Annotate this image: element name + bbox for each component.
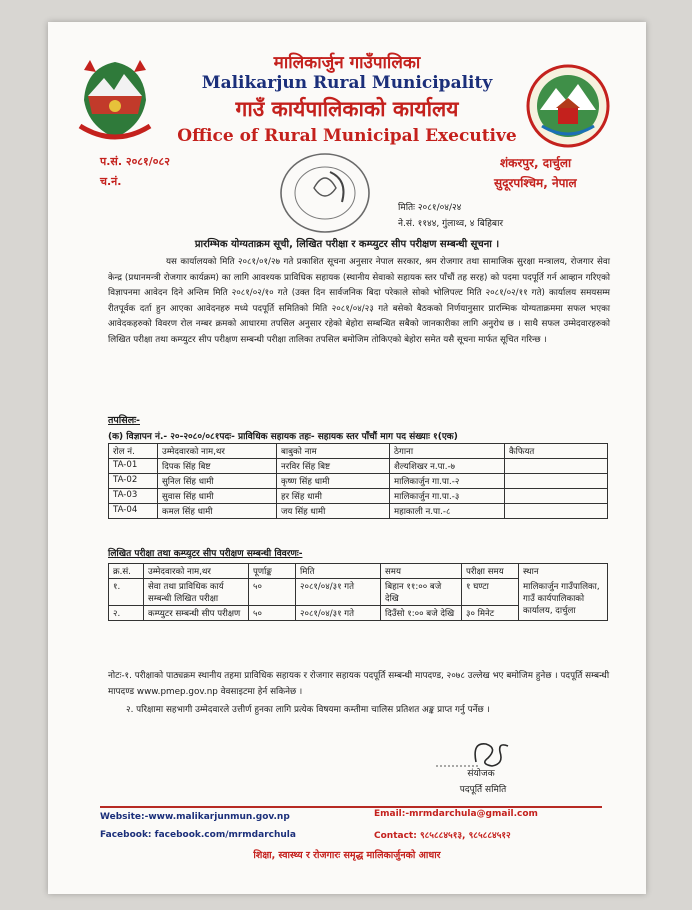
candidate-name-cell: कमल सिंह धामी [158, 504, 277, 519]
exam-duration-cell: ३० मिनेट [462, 606, 519, 621]
note-2: २. परिक्षामा सहभागी उम्मेदवारले उत्तीर्ण हुनका लागि प्रत्येक विषयमा कम्तीमा चालिस प्रतिशत अङ्क प्राप्त गर्नु पर्नेछ । [126, 705, 490, 715]
table-header-row [109, 444, 608, 459]
table1-caption: (क) विज्ञापन नं.- २०-२०८०/०८१पदः- प्राविधिक सहायक तहः- सहायक स्तर पाँचौं माग पद संख्याः १(एक) [108, 432, 458, 442]
office-address-line1: शंकरपुर, दार्चुला [500, 156, 572, 170]
father-name-cell: कृष्ण सिंह धामी [277, 474, 390, 489]
column-header: पूर्णाङ्क [249, 564, 296, 579]
exam-venue-cell: मालिकार्जुन गाउँपालिका, गाउँ कार्यपालिकाको कार्यालय, दार्चुला [519, 579, 608, 621]
address-cell: मालिकार्जुन गा.पा.-२ [390, 474, 505, 489]
roll-number-cell: TA-02 [109, 474, 158, 489]
column-header: समय [381, 564, 462, 579]
municipality-name-np: मालिकार्जुन गाउँपालिका [273, 53, 421, 73]
notice-subject: प्रारम्भिक योग्यताक्रम सूची, लिखित परीक्षा र कम्प्युटर सीप परीक्षण सम्बन्धी सूचना । [194, 239, 500, 250]
footer-facebook: Facebook: facebook.com/mrmdarchula [100, 830, 296, 840]
column-header: उम्मेदवारको नाम,थर [158, 444, 277, 459]
address-cell: शैल्यशिखर न.पा.-७ [390, 459, 505, 474]
column-header: क्र.सं. [109, 564, 144, 579]
footer-email: Email:-mrmdarchula@gmail.com [374, 809, 538, 819]
office-name-np: गाउँ कार्यपालिकाको कार्यालय [235, 97, 459, 121]
column-header: परीक्षा समय [462, 564, 519, 579]
dispatch-number: च.नं. [100, 175, 122, 188]
remarks-cell [505, 504, 608, 519]
table-row [109, 474, 608, 489]
exam-date-cell: २०८१/०४/३१ गते [296, 606, 381, 621]
office-name-en: Office of Rural Municipal Executive [177, 126, 517, 146]
column-header: मिति [296, 564, 381, 579]
exam-time-cell: दिउँसो १:०० बजे देखि [381, 606, 462, 621]
exam-schedule-table [108, 563, 608, 621]
serial-number-cell: १. [109, 579, 144, 606]
serial-number-cell: २. [109, 606, 144, 621]
address-cell: मालिकार्जुन गा.पा.-३ [390, 489, 505, 504]
tapasil-label: तपसिलः- [108, 415, 140, 426]
column-header: स्थान [519, 564, 608, 579]
address-cell: महाकाली न.पा.-८ [390, 504, 505, 519]
table-header-row [109, 564, 608, 579]
exam-type-cell: सेवा तथा प्राविधिक कार्य सम्बन्धी लिखित परीक्षा [144, 579, 249, 606]
father-name-cell: जय सिंह धामी [277, 504, 390, 519]
exam-date-cell: २०८१/०४/३१ गते [296, 579, 381, 606]
candidate-name-cell: दिपक सिंह बिष्ट [158, 459, 277, 474]
candidate-list-table [108, 443, 608, 519]
remarks-cell [505, 474, 608, 489]
column-header: रोल नं. [109, 444, 158, 459]
footer-contact: Contact: ९८५८८४५१३, ९८५८८४५१२ [374, 831, 511, 841]
date-nepal-sambat: ने.सं. ११४४, गुंलाथ्व, ४ बिहिबार [398, 219, 504, 229]
footer-divider [100, 806, 602, 808]
municipality-name-en: Malikarjun Rural Municipality [201, 73, 493, 93]
column-header: कैफियत [505, 444, 608, 459]
column-header: ठेगाना [390, 444, 505, 459]
office-address-line2: सुदूरपश्चिम, नेपाल [494, 176, 577, 190]
father-name-cell: नरविर सिंह बिष्ट [277, 459, 390, 474]
remarks-cell [505, 489, 608, 504]
footer-website: Website:-www.malikarjunmun.gov.np [100, 812, 290, 822]
table2-caption: लिखित परीक्षा तथा कम्प्युटर सीप परीक्षण सम्बन्धी विवरणः- [108, 549, 303, 559]
table-row [109, 459, 608, 474]
exam-type-cell: कम्प्युटर सम्बन्धी सीप परीक्षण [144, 606, 249, 621]
column-header: उम्मेदवारको नाम,थर [144, 564, 249, 579]
father-name-cell: हर सिंह धामी [277, 489, 390, 504]
note-1: नोटः-१. परीक्षाको पाठ्यक्रम स्थानीय तहमा प्राविधिक सहायक र रोजगार सहायक पदपूर्ति सम्बन्धी मापदण्ड, २०७८ उल्लेख भए बमोजिम हुनेछ । पदपूर्ति सम्बन्धी मापदण्ड www.pmep.gov.np वेवसाइटमा हेर्न सकिनेछ । [108, 671, 610, 697]
reference-number: प.सं. २०८१/०८२ [100, 155, 170, 168]
full-marks-cell: ५० [249, 579, 296, 606]
full-marks-cell: ५० [249, 606, 296, 621]
candidate-name-cell: सुवास सिंह धामी [158, 489, 277, 504]
table-row [109, 489, 608, 504]
document-page [48, 22, 646, 894]
roll-number-cell: TA-04 [109, 504, 158, 519]
exam-duration-cell: १ घण्टा [462, 579, 519, 606]
remarks-cell [505, 459, 608, 474]
table-row [109, 579, 608, 606]
candidate-name-cell: सुनिल सिंह धामी [158, 474, 277, 489]
roll-number-cell: TA-01 [109, 459, 158, 474]
notice-body: यस कार्यालयको मिति २०८१/०१/२७ गते प्रकाशित सूचना अनुसार नेपाल सरकार, श्रम रोजगार तथा सामाजिक सुरक्षा मन्त्रालय, रोजगार सेवा केन्द्र (प्रधानमन्त्री रोजगार कार्यक्रम) का लागि आवश्यक प्राविधिक सहायक (स्थानीय सेवाको सहायक स्तर पाँचौं तह सरह) को पदमा पदपूर्ति गर्न आव्हान गरिएको विज्ञापनमा आवेदन दिने अन्तिम मिति २०८१/०२/१० गते (उक्त दिन सार्वजनिक बिदा परेकाले सोको भोलिपल्ट मिति २०८१/०२/११ गते) कार्यालय समयसम्म रीतपूर्वक दर्ता हुन आएका आवेदनहरु मध्ये पदपूर्ति समितिको मिति २०८१/०४/२३ गते बसेको बैठकको निर्णयानुसार प्रारम्भिक योग्यताक्रममा सफल भएका आवेदकहरुको विवरण रोल नम्बर क्रमको आधारमा तपसिल अनुसार रहेको बेहोरा सम्बन्धित सबैको जानकारीका लागि अनुरोध छ । साथै सफल उम्मेदवारहरुको लिखित परीक्षा तथा कम्प्युटर सीप परीक्षण सम्बन्धी परीक्षा तालिका तपसिल बमोजिम तोकिएको बेहोरा समेत यसै सूचना मार्फत सूचित गरिन्छ । [108, 257, 610, 345]
table-row [109, 504, 608, 519]
office-seal-stamp [276, 150, 374, 236]
signatory-role: संयोजक [467, 769, 495, 779]
footer-slogan: शिक्षा, स्वास्थ्य र रोजगारः समृद्ध मालिकार्जुनको आधार [253, 850, 441, 861]
date-bs: मितिः २०८१/०४/२४ [398, 203, 462, 213]
exam-time-cell: बिहान ११:०० बजे देखि [381, 579, 462, 606]
roll-number-cell: TA-03 [109, 489, 158, 504]
signatory-committee: पदपूर्ति समिति [459, 785, 507, 795]
column-header: बाबुको नाम [277, 444, 390, 459]
